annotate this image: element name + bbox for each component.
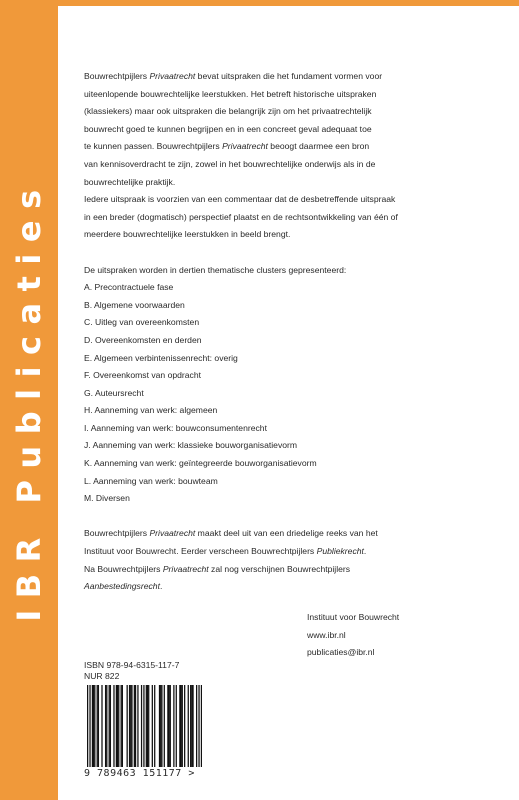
publisher-website: www.ibr.nl — [307, 629, 346, 640]
cluster-item: G. Auteursrecht — [84, 387, 144, 398]
top-accent-bar — [58, 0, 519, 6]
cluster-item: C. Uitleg van overeenkomsten — [84, 317, 200, 328]
intro-line: uiteenlopende bouwrechtelijke leerstukken. Het betreft historische uitspraken — [84, 88, 377, 99]
series-paragraph — [84, 525, 484, 595]
publisher-contact — [307, 609, 399, 662]
intro-line: bouwrechtelijke praktijk. — [84, 176, 176, 187]
isbn-block — [84, 660, 179, 682]
cluster-item: M. Diversen — [84, 493, 130, 504]
cluster-item: A. Precontractuele fase — [84, 282, 174, 293]
cluster-item: D. Overeenkomsten en derden — [84, 334, 202, 345]
intro-paragraph — [84, 68, 484, 244]
intro-line: bouwrecht goed te kunnen begrijpen en in een concreet geval adequaat toe — [84, 123, 372, 134]
series-line: Bouwrechtpijlers Privaatrecht maakt deel uit van een driedelige reeks van het — [84, 528, 378, 539]
series-line: Aanbestedingsrecht. — [84, 581, 163, 592]
series-line: Instituut voor Bouwrecht. Eerder verscheen Bouwrechtpijlers Publiekrecht. — [84, 546, 367, 557]
intro-line: in een breder (dogmatisch) perspectief plaatst en de rechtsontwikkeling van één of — [84, 211, 398, 222]
cluster-item: H. Aanneming van werk: algemeen — [84, 405, 218, 416]
cluster-item: F. Overeenkomst van opdracht — [84, 370, 202, 381]
orange-spine — [0, 0, 58, 800]
intro-line: meerdere bouwrechtelijke leerstukken in beeld brengt. — [84, 229, 291, 240]
isbn-number: ISBN 978-94-6315-117-7 — [84, 660, 180, 670]
cluster-item: K. Aanneming van werk: geïntegreerde bouworganisatievorm — [84, 458, 317, 469]
barcode-image — [87, 685, 202, 767]
barcode-digits: 9 789463 151177 > — [84, 768, 195, 779]
cluster-item: E. Algemeen verbintenissenrecht: overig — [84, 352, 238, 363]
spine-label: IBR Publicaties — [10, 178, 48, 622]
cluster-item: J. Aanneming van werk: klassieke bouworganisatievorm — [84, 440, 298, 451]
publisher-email: publicaties@ibr.nl — [307, 647, 375, 658]
clusters-heading: De uitspraken worden in dertien thematische clusters gepresenteerd: — [84, 264, 347, 275]
nur-code: NUR 822 — [84, 671, 120, 681]
cluster-item: L. Aanneming van werk: bouwteam — [84, 475, 218, 486]
intro-line: van kennisoverdracht te zijn, zowel in het bouwrechtelijke onderwijs als in de — [84, 158, 376, 169]
clusters-list — [84, 279, 484, 508]
cluster-item: I. Aanneming van werk: bouwconsumentenrecht — [84, 422, 267, 433]
intro-line: (klassiekers) maar ook uitspraken die belangrijk zijn om het privaatrechtelijk — [84, 106, 372, 117]
back-cover-text — [84, 68, 484, 596]
intro-line: te kunnen passen. Bouwrechtpijlers Privaatrecht beoogt daarmee een bron — [84, 141, 370, 152]
intro-line: Bouwrechtpijlers Privaatrecht bevat uitspraken die het fundament vormen voor — [84, 71, 383, 81]
series-line: Na Bouwrechtpijlers Privaatrecht zal nog verschijnen Bouwrechtpijlers — [84, 563, 351, 574]
intro-line: Iedere uitspraak is voorzien van een commentaar dat de desbetreffende uitspraak — [84, 194, 396, 205]
publisher-name: Instituut voor Bouwrecht — [307, 612, 400, 622]
cluster-item: B. Algemene voorwaarden — [84, 299, 185, 310]
